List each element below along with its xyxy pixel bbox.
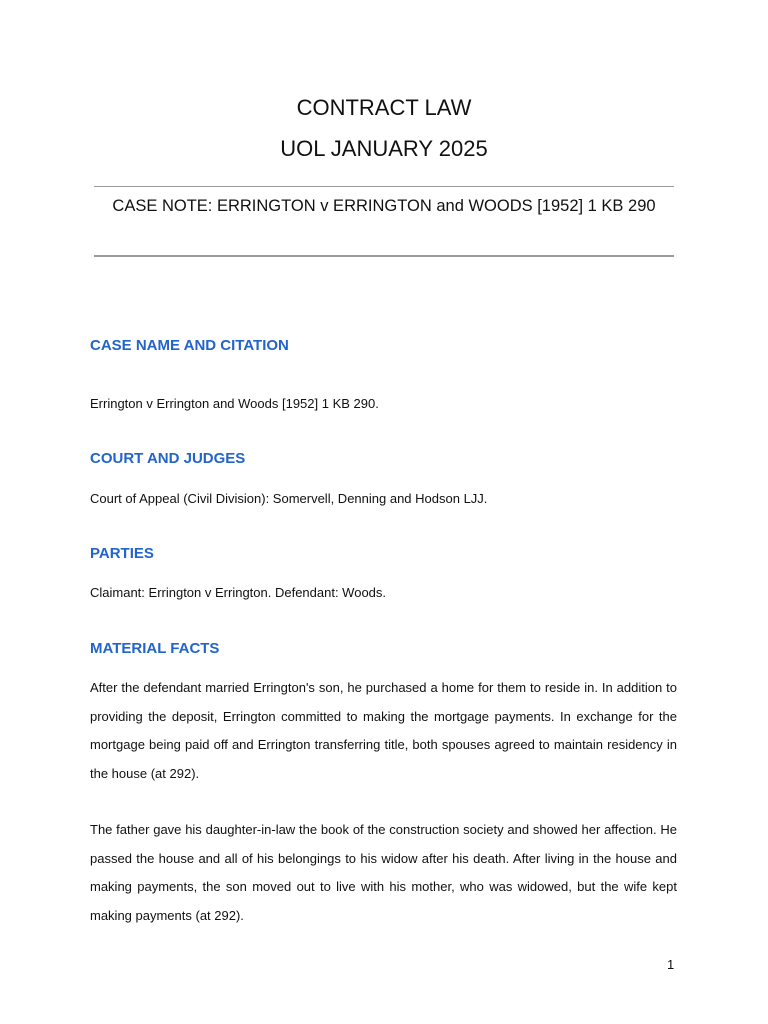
document-title: CONTRACT LAW xyxy=(296,95,472,120)
case-name-text: Errington v Errington and Woods [1952] 1 KB 290. xyxy=(90,396,379,411)
court-text: Court of Appeal (Civil Division): Somervell, Denning and Hodson LJJ. xyxy=(90,491,488,506)
divider-top xyxy=(94,186,674,187)
parties-text: Claimant: Errington v Errington. Defendant: Woods. xyxy=(90,585,387,600)
heading-parties: PARTIES xyxy=(90,545,154,562)
divider-bottom xyxy=(94,255,674,257)
page-number: 1 xyxy=(667,957,675,972)
facts-paragraph-2: The father gave his daughter-in-law the book of the construction society and showed her affection. He passed the house and all of his belongings to his widow after his death. After living in the house and making payments, the son moved out to live with his mother, who was widowed, but the wife kept making payments (at 292). xyxy=(90,822,677,923)
facts-paragraph-1: After the defendant married Errington's son, he purchased a home for them to reside in. In addition to providing the deposit, Errington committed to making the mortgage payments. In exchange for the mortgage being paid off and Errington transferring title, both spouses agreed to maintain residency in the house (at 292). xyxy=(90,680,677,781)
heading-case-name: CASE NAME AND CITATION xyxy=(90,337,289,354)
document-subtitle: UOL JANUARY 2025 xyxy=(280,136,488,161)
case-note-title: CASE NOTE: ERRINGTON v ERRINGTON and WOODS [1952] 1 KB 290 xyxy=(112,197,656,215)
heading-court: COURT AND JUDGES xyxy=(90,450,246,467)
heading-facts: MATERIAL FACTS xyxy=(90,640,220,657)
